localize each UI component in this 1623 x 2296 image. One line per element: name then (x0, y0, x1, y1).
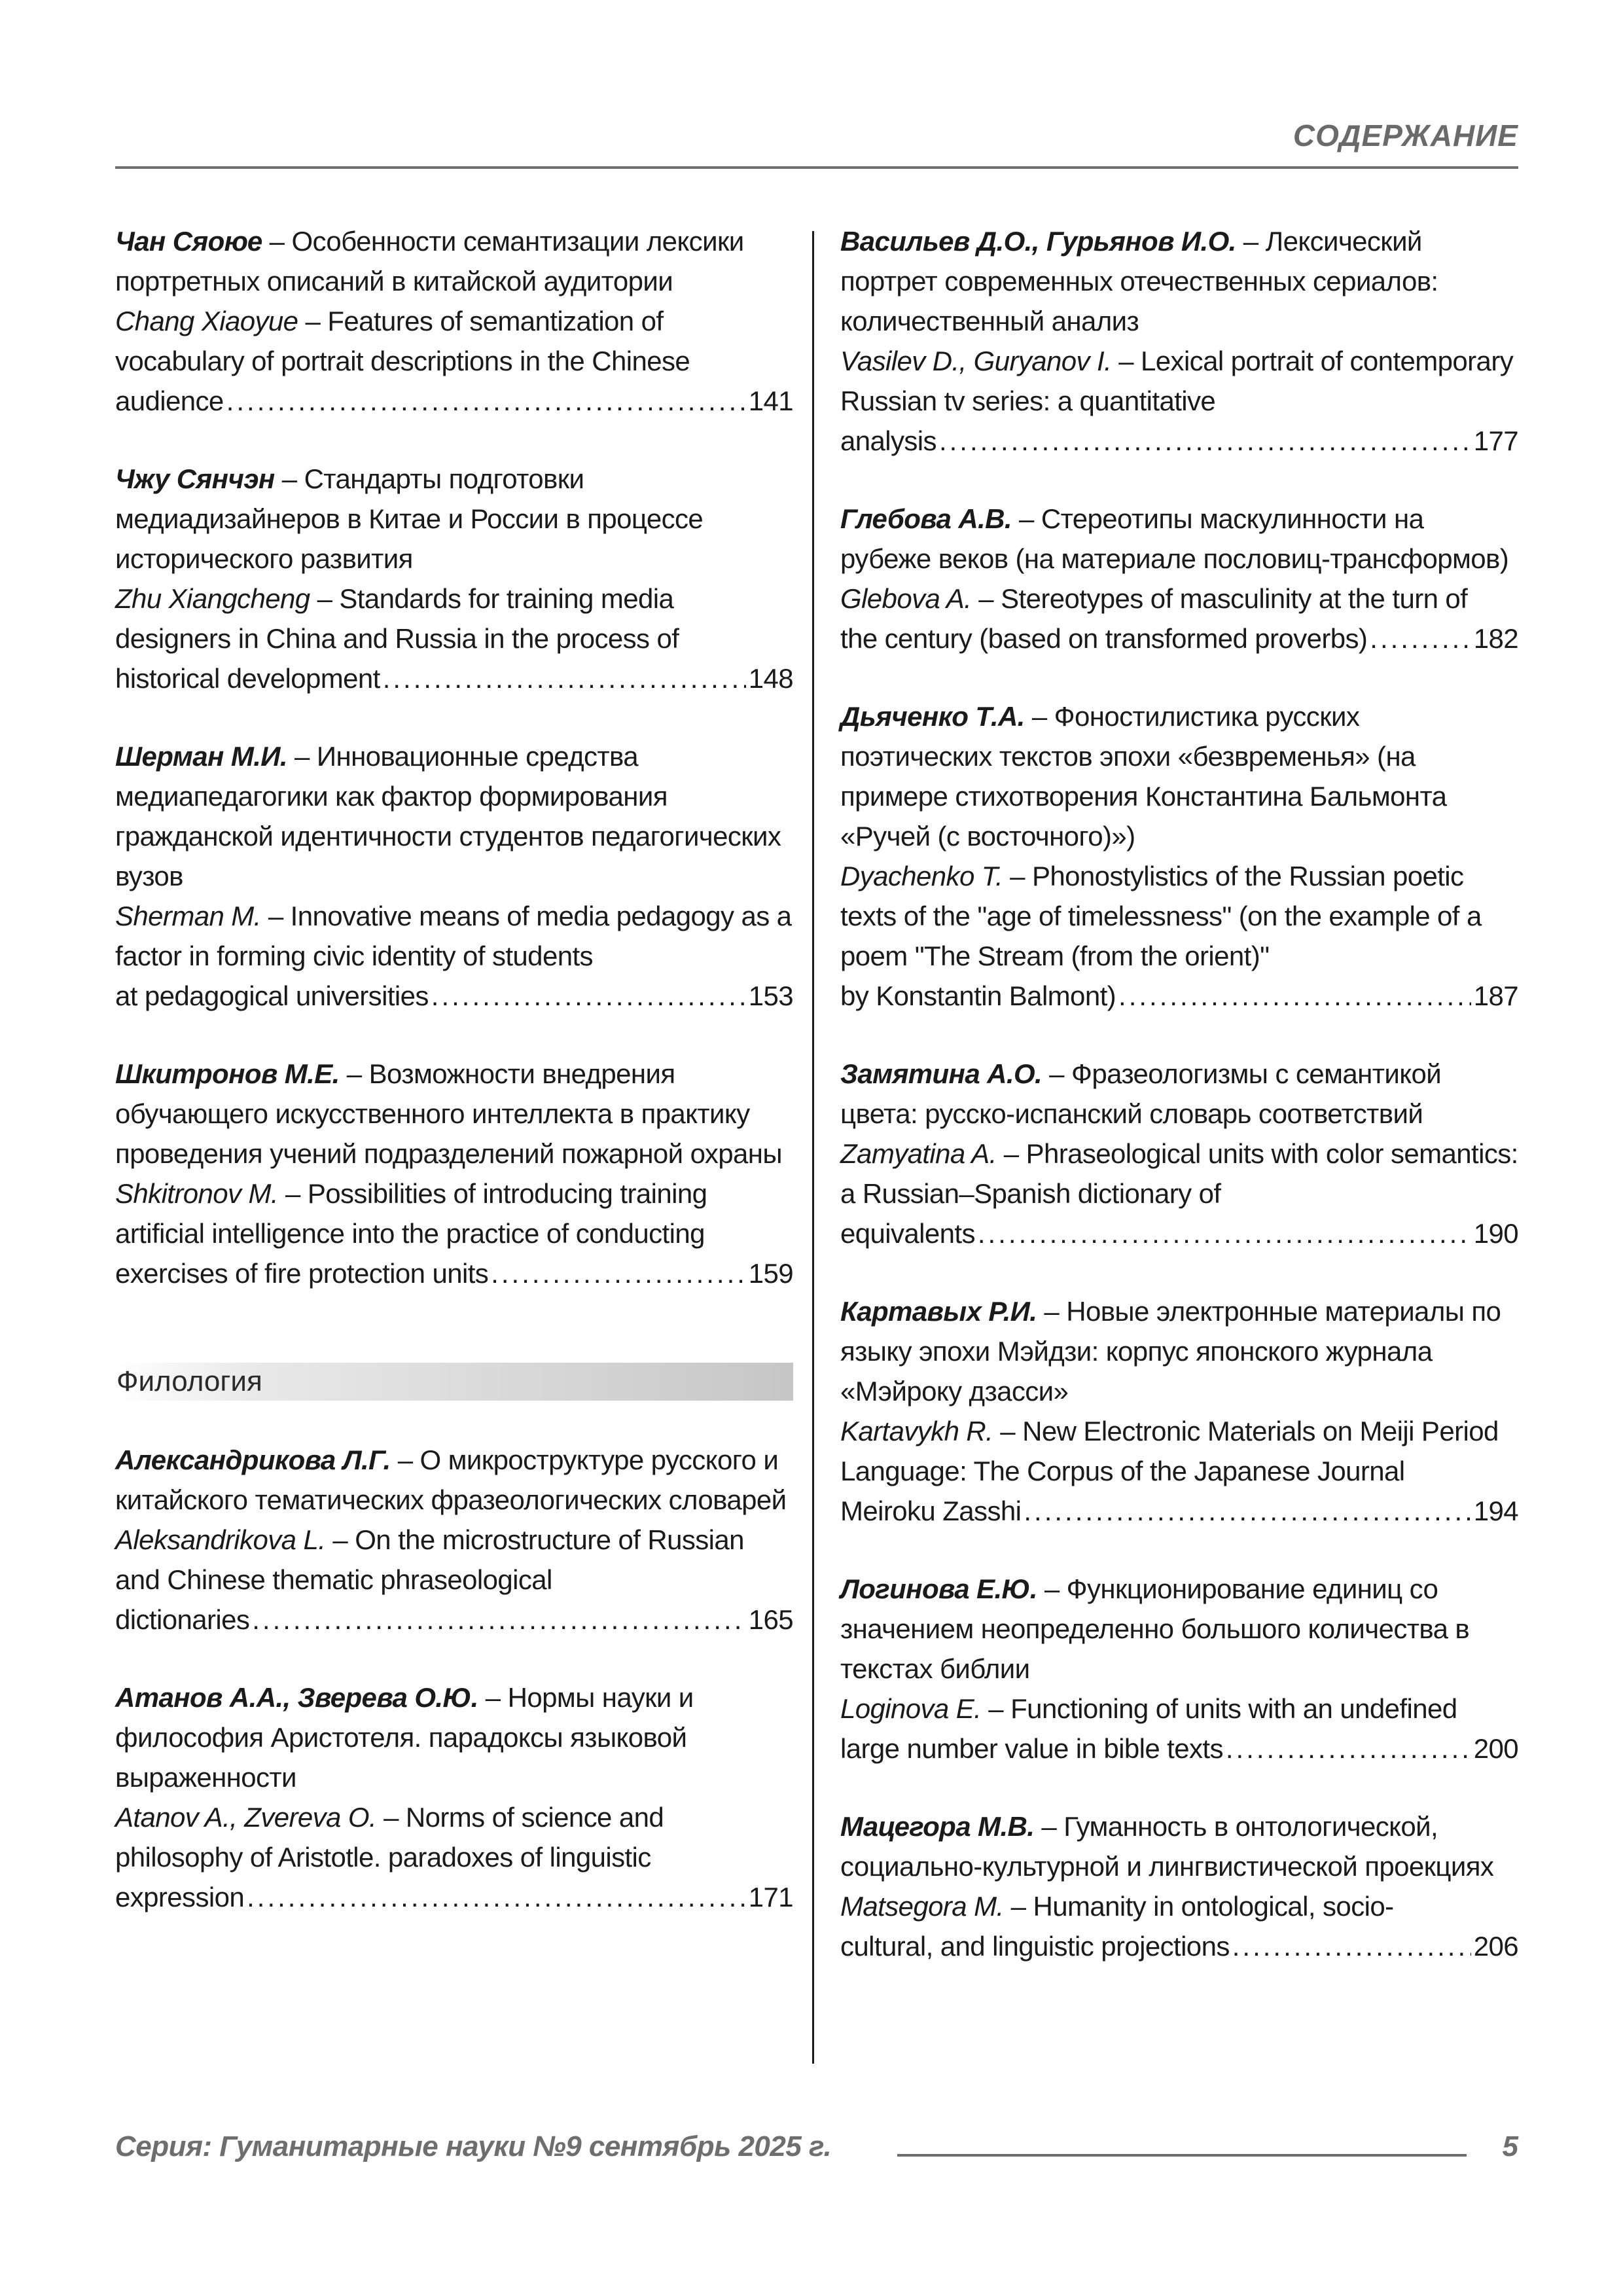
dot-leader (226, 381, 746, 421)
entry-russian (115, 736, 793, 896)
title-russian: – Возможности внедрения обучающего искусственного интеллекта в практику проведения учений подразделений пожарной охраны (115, 1058, 782, 1169)
title-english: – Standards for training media designers in China and Russia in the process of (115, 583, 679, 654)
dot-leader (1118, 976, 1471, 1016)
page-reference[interactable]: 200 (1473, 1733, 1518, 1764)
title-english-end: expression (115, 1882, 245, 1912)
title-english-end: exercises of fire protection units (115, 1258, 489, 1289)
page-reference[interactable]: 148 (748, 663, 793, 694)
dot-leader (431, 976, 746, 1016)
entry-english (840, 1411, 1518, 1491)
entry-russian (840, 221, 1518, 341)
toc-entry[interactable] (115, 1054, 793, 1293)
page-reference[interactable]: 153 (748, 980, 793, 1011)
page-footer (115, 2130, 1518, 2176)
left-column (115, 221, 793, 1955)
title-english: – Functioning of units with an undefined (981, 1693, 1457, 1724)
entry-english (840, 1886, 1518, 1926)
entry-english (840, 1689, 1518, 1729)
entry-last-line (840, 976, 1518, 1016)
author-russian: Шкитронов М.Е. (115, 1058, 340, 1089)
toc-entry[interactable] (840, 1054, 1518, 1253)
page-reference[interactable]: 177 (1473, 425, 1518, 456)
page-header (115, 118, 1518, 169)
entry-russian (840, 499, 1518, 579)
entry-last-line (115, 976, 793, 1016)
entry-english (115, 1174, 793, 1253)
dot-leader (491, 1253, 746, 1293)
dot-leader (1232, 1926, 1471, 1966)
entry-russian (115, 1677, 793, 1797)
author-english: Shkitronov M. (115, 1178, 278, 1209)
title-english: – On the microstructure of Russian and Chinese thematic phraseological (115, 1524, 744, 1595)
section-title: Филология (116, 1365, 262, 1397)
title-russian: – Стереотипы маскулинности на рубеже веков (на материале пословиц-трансформов) (840, 503, 1509, 574)
title-english-end: the century (based on transformed proverbs) (840, 623, 1368, 654)
entry-english (840, 1134, 1518, 1213)
author-english: Sherman M. (115, 901, 261, 931)
dot-leader (252, 1600, 745, 1640)
title-english-end: Meiroku Zasshi (840, 1496, 1022, 1526)
author-english: Chang Xiaoyue (115, 306, 298, 336)
title-russian: – О микроструктуре русского и китайского тематических фразеологических словарей (115, 1444, 787, 1515)
title-english-end: audience (115, 386, 224, 416)
entry-last-line (840, 1491, 1518, 1531)
dot-leader (939, 421, 1471, 461)
author-russian: Мацегора М.В. (840, 1811, 1035, 1842)
toc-entry[interactable] (115, 1440, 793, 1640)
author-russian: Атанов А.А., Зверева О.Ю. (115, 1682, 478, 1713)
author-russian: Шерман М.И. (115, 741, 287, 772)
title-english-end: equivalents (840, 1218, 975, 1249)
section-heading-philology (115, 1363, 793, 1401)
toc-entry[interactable] (115, 1677, 793, 1917)
author-russian: Александрикова Л.Г. (115, 1444, 391, 1475)
title-russian: – Новые электронные материалы по языку эпохи Мэйдзи: корпус японского журнала «Мэйроку дзасси» (840, 1296, 1501, 1407)
page-reference[interactable]: 165 (748, 1604, 793, 1635)
toc-entry[interactable] (840, 1569, 1518, 1768)
entry-russian (840, 1569, 1518, 1689)
title-english-end: dictionaries (115, 1604, 250, 1635)
column-divider (812, 231, 814, 2064)
page-reference[interactable]: 182 (1473, 623, 1518, 654)
entry-russian (840, 696, 1518, 856)
author-english: Loginova E. (840, 1693, 982, 1724)
dot-leader (978, 1213, 1471, 1253)
title-english: – Lexical portrait of contemporary Russian tv series: a quantitative (840, 346, 1514, 416)
author-russian: Чжу Сянчэн (115, 463, 275, 494)
toc-entry[interactable] (840, 1806, 1518, 1966)
author-english: Glebova A. (840, 583, 972, 614)
title-russian: – Инновационные средства медиапедагогики как фактор формирования гражданской идентичности студентов педагогических вузов (115, 741, 781, 891)
author-russian: Чан Сяоюе (115, 226, 262, 257)
entry-english (115, 301, 793, 381)
title-russian: – Особенности семантизации лексики портретных описаний в китайской аудитории (115, 226, 744, 296)
title-english-end: large number value in bible texts (840, 1733, 1223, 1764)
author-russian: Логинова Е.Ю. (840, 1573, 1037, 1604)
footer-rule (897, 2154, 1467, 2157)
title-russian: – Нормы науки и философия Аристотеля. парадоксы языковой выраженности (115, 1682, 694, 1793)
page-number: 5 (1502, 2130, 1518, 2162)
toc-entry[interactable] (840, 1291, 1518, 1531)
entry-russian (115, 459, 793, 579)
author-russian: Глебова А.В. (840, 503, 1012, 534)
toc-entry[interactable] (840, 221, 1518, 461)
entry-last-line (115, 381, 793, 421)
entry-last-line (115, 1253, 793, 1293)
series-label: Серия: Гуманитарные науки №9 сентябрь 2025 г. (115, 2130, 832, 2162)
entry-russian (115, 1440, 793, 1520)
dot-leader (1226, 1729, 1471, 1768)
title-russian: – Фоностилистика русских поэтических текстов эпохи «безвременья» (на примере стихотворения Константина Бальмонта «Ручей (с восточного)») (840, 701, 1447, 852)
page-title: СОДЕРЖАНИЕ (1293, 118, 1518, 152)
dot-leader (1024, 1491, 1471, 1531)
toc-entry[interactable] (115, 736, 793, 1016)
author-english: Zamyatina A. (840, 1138, 997, 1169)
dot-leader (247, 1877, 746, 1917)
entry-last-line (840, 1213, 1518, 1253)
page-reference[interactable]: 171 (748, 1882, 793, 1912)
author-english: Matsegora M. (840, 1891, 1004, 1922)
title-english-end: at pedagogical universities (115, 980, 429, 1011)
page-reference[interactable]: 141 (748, 386, 793, 416)
title-english-end: historical development (115, 663, 380, 694)
entry-russian (840, 1806, 1518, 1886)
entry-english (840, 341, 1518, 421)
entry-russian (840, 1291, 1518, 1411)
toc-entry[interactable] (840, 696, 1518, 1016)
title-english-end: analysis (840, 425, 936, 456)
title-russian: – Стандарты подготовки медиадизайнеров в Китае и России в процессе исторического развития (115, 463, 704, 574)
title-russian: – Лексический портрет современных отечественных сериалов: количественный анализ (840, 226, 1438, 336)
page-reference[interactable]: 194 (1473, 1496, 1518, 1526)
author-english: Dyachenko T. (840, 861, 1003, 891)
page-reference[interactable]: 187 (1473, 980, 1518, 1011)
entry-english (115, 579, 793, 658)
title-english: – Humanity in ontological, socio- (1003, 1891, 1394, 1922)
entry-last-line (840, 619, 1518, 658)
author-russian: Васильев Д.О., Гурьянов И.О. (840, 226, 1236, 257)
dot-leader (1370, 619, 1471, 658)
entry-russian (115, 221, 793, 301)
entry-english (115, 896, 793, 976)
toc-entry[interactable] (115, 221, 793, 421)
title-russian: – Фразеологизмы с семантикой цвета: русско-испанский словарь соответствий (840, 1058, 1442, 1129)
entry-english (840, 579, 1518, 619)
page-reference[interactable]: 190 (1473, 1218, 1518, 1249)
title-english-end: by Konstantin Balmont) (840, 980, 1116, 1011)
page-reference[interactable]: 206 (1473, 1931, 1518, 1962)
page-reference[interactable]: 159 (748, 1258, 793, 1289)
entry-english (115, 1797, 793, 1877)
title-russian: – Гуманность в онтологической, социально-культурной и лингвистической проекциях (840, 1811, 1494, 1882)
title-english: – Norms of science and philosophy of Aristotle. paradoxes of linguistic (115, 1802, 664, 1873)
dot-leader (383, 658, 746, 698)
author-english: Vasilev D., Guryanov I. (840, 346, 1112, 376)
title-english: – Possibilities of introducing training artificial intelligence into the practice of conducting (115, 1178, 707, 1249)
title-english: – Phonostylistics of the Russian poetic texts of the "age of timelessness" (on the example of a poem "The Stream (from the orient)" (840, 861, 1482, 971)
entry-english (840, 856, 1518, 976)
entry-last-line (840, 421, 1518, 461)
right-column (840, 221, 1518, 2004)
entry-russian (115, 1054, 793, 1174)
author-english: Zhu Xiangcheng (115, 583, 310, 614)
author-english: Aleksandrikova L. (115, 1524, 326, 1555)
entry-english (115, 1520, 793, 1600)
entry-last-line (115, 1600, 793, 1640)
entry-last-line (840, 1926, 1518, 1966)
author-english: Kartavykh R. (840, 1416, 993, 1446)
toc-entry[interactable] (840, 499, 1518, 658)
author-english: Atanov A., Zvereva O. (115, 1802, 377, 1833)
title-russian: – Функционирование единиц со значением неопределенно большого количества в текстах библии (840, 1573, 1470, 1684)
entry-last-line (115, 658, 793, 698)
toc-entry[interactable] (115, 459, 793, 698)
title-english: – Phraseological units with color semantics: a Russian–Spanish dictionary of (840, 1138, 1518, 1209)
title-english: – New Electronic Materials on Meiji Period Language: The Corpus of the Japanese Journal (840, 1416, 1499, 1486)
title-english: – Features of semantization of vocabulary of portrait descriptions in the Chinese (115, 306, 690, 376)
title-english: – Innovative means of media pedagogy as a factor in forming civic identity of students (115, 901, 792, 971)
author-russian: Картавых Р.И. (840, 1296, 1037, 1327)
entry-last-line (115, 1877, 793, 1917)
entry-last-line (840, 1729, 1518, 1768)
title-english: – Stereotypes of masculinity at the turn of (971, 583, 1468, 614)
author-russian: Замятина А.О. (840, 1058, 1043, 1089)
author-russian: Дьяченко Т.А. (840, 701, 1025, 732)
title-english-end: cultural, and linguistic projections (840, 1931, 1230, 1962)
entry-russian (840, 1054, 1518, 1134)
